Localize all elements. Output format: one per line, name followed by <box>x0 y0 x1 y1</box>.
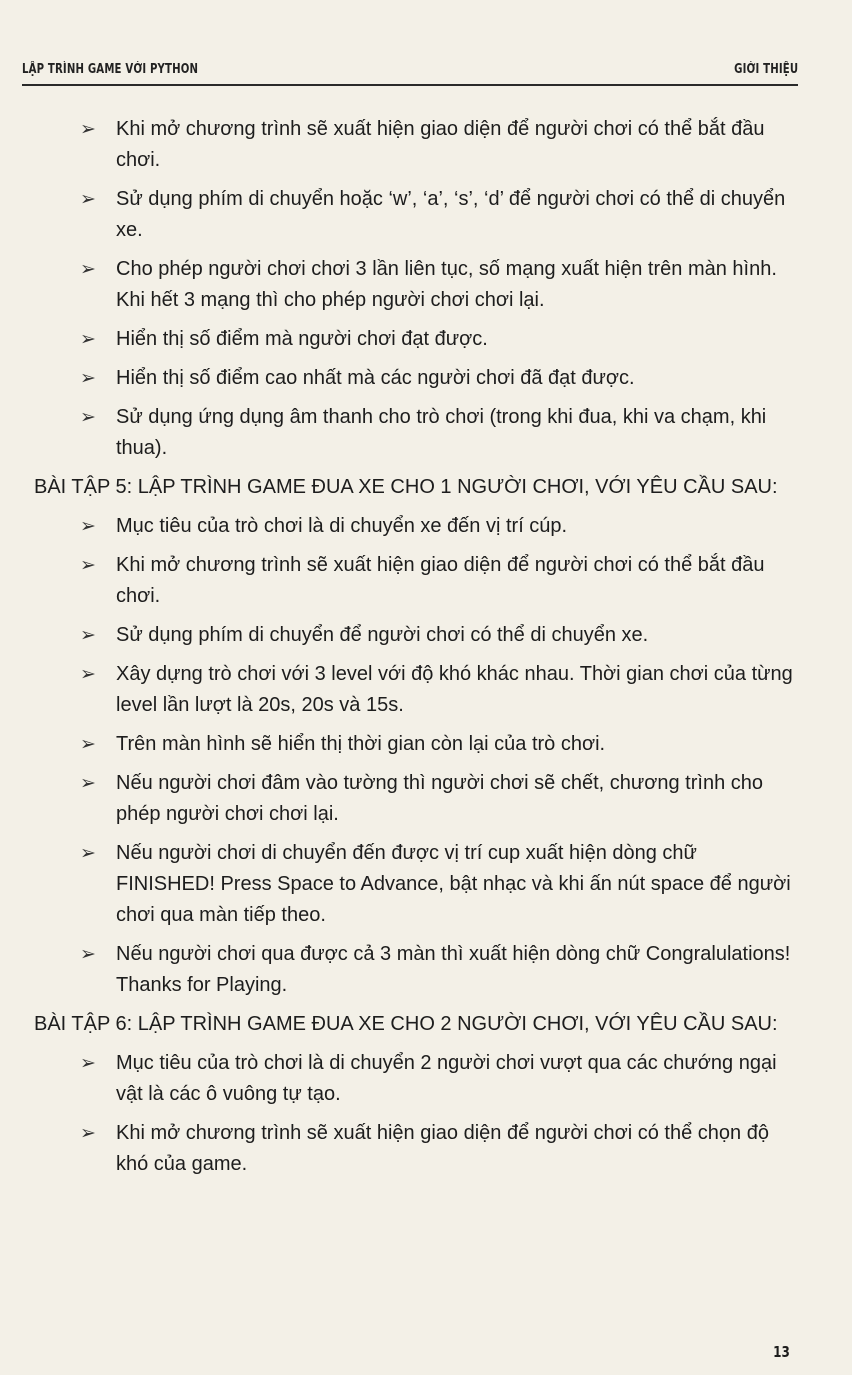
running-header <box>22 58 798 86</box>
list-item <box>80 1048 796 1110</box>
book-title: LẬP TRÌNH GAME VỚI PYTHON <box>22 62 199 77</box>
list-item <box>80 511 796 542</box>
arrow-bullet-icon: ➢ <box>80 944 96 965</box>
arrow-bullet-icon: ➢ <box>80 664 96 685</box>
list-item <box>80 550 796 612</box>
list-item-text: Nếu người chơi đâm vào tường thì người chơi sẽ chết, chương trình cho phép người chơi chơi lại. <box>116 772 763 825</box>
bullet-list-exercise-6 <box>80 1048 796 1180</box>
arrow-bullet-icon: ➢ <box>80 773 96 794</box>
arrow-bullet-icon: ➢ <box>80 1123 96 1144</box>
arrow-bullet-icon: ➢ <box>80 516 96 537</box>
list-item-text: Sử dụng phím di chuyển hoặc ‘w’, ‘a’, ‘s’, ‘d’ để người chơi có thể di chuyển xe. <box>116 188 786 241</box>
list-item-text: Trên màn hình sẽ hiển thị thời gian còn lại của trò chơi. <box>116 733 606 755</box>
list-item <box>80 768 796 830</box>
list-item <box>80 1118 796 1180</box>
exercise-5-heading: BÀI TẬP 5: LẬP TRÌNH GAME ĐUA XE CHO 1 NGƯỜI CHƠI, VỚI YÊU CẦU SAU: <box>34 476 778 498</box>
arrow-bullet-icon: ➢ <box>80 119 96 140</box>
list-item <box>80 402 796 464</box>
list-item <box>80 114 796 176</box>
arrow-bullet-icon: ➢ <box>80 734 96 755</box>
list-item <box>80 939 796 1001</box>
list-item <box>80 363 796 394</box>
list-item-text: Xây dựng trò chơi với 3 level với độ khó khác nhau. Thời gian chơi của từng level lần lượt là 20s, 20s và 15s. <box>116 663 793 716</box>
list-item-text: Khi mở chương trình sẽ xuất hiện giao diện để người chơi có thể chọn độ khó của game. <box>116 1122 769 1175</box>
list-item-text: Nếu người chơi qua được cả 3 màn thì xuất hiện dòng chữ Congralulations! Thanks for Playing. <box>116 943 791 996</box>
page-number: 13 <box>773 1343 790 1361</box>
arrow-bullet-icon: ➢ <box>80 189 96 210</box>
list-item <box>80 254 796 316</box>
list-item-text: Cho phép người chơi chơi 3 lần liên tục, số mạng xuất hiện trên màn hình. Khi hết 3 mạng thì cho phép người chơi chơi lại. <box>116 258 777 311</box>
list-item-text: Sử dụng phím di chuyển để người chơi có thể di chuyển xe. <box>116 624 649 646</box>
list-item-text: Hiển thị số điểm mà người chơi đạt được. <box>116 328 488 350</box>
list-item-text: Sử dụng ứng dụng âm thanh cho trò chơi (trong khi đua, khi va chạm, khi thua). <box>116 406 767 459</box>
list-item <box>80 620 796 651</box>
list-item-text: Khi mở chương trình sẽ xuất hiện giao diện để người chơi có thể bắt đầu chơi. <box>116 554 765 607</box>
exercise-6-heading: BÀI TẬP 6: LẬP TRÌNH GAME ĐUA XE CHO 2 NGƯỜI CHƠI, VỚI YÊU CẦU SAU: <box>34 1013 778 1035</box>
list-item-text: Mục tiêu của trò chơi là di chuyển xe đến vị trí cúp. <box>116 515 568 537</box>
arrow-bullet-icon: ➢ <box>80 368 96 389</box>
list-item <box>80 838 796 931</box>
list-item <box>80 729 796 760</box>
list-item-text: Nếu người chơi di chuyển đến được vị trí cup xuất hiện dòng chữ FINISHED! Press Space to Advance, bật nhạc và khi ấn nút space để người chơi qua màn tiếp theo. <box>116 842 791 926</box>
arrow-bullet-icon: ➢ <box>80 407 96 428</box>
bullet-list-exercise-5 <box>80 511 796 1001</box>
arrow-bullet-icon: ➢ <box>80 843 96 864</box>
arrow-bullet-icon: ➢ <box>80 1053 96 1074</box>
page-body <box>34 114 796 1188</box>
list-item-text: Hiển thị số điểm cao nhất mà các người chơi đã đạt được. <box>116 367 635 389</box>
list-item <box>80 324 796 355</box>
list-item <box>80 184 796 246</box>
arrow-bullet-icon: ➢ <box>80 329 96 350</box>
list-item-text: Khi mở chương trình sẽ xuất hiện giao diện để người chơi có thể bắt đầu chơi. <box>116 118 765 171</box>
list-item <box>80 659 796 721</box>
list-item-text: Mục tiêu của trò chơi là di chuyển 2 người chơi vượt qua các chướng ngại vật là các ô vuông tự tạo. <box>116 1052 777 1105</box>
arrow-bullet-icon: ➢ <box>80 625 96 646</box>
arrow-bullet-icon: ➢ <box>80 259 96 280</box>
arrow-bullet-icon: ➢ <box>80 555 96 576</box>
chapter-title: GIỚI THIỆU <box>733 62 798 77</box>
bullet-list-intro <box>80 114 796 464</box>
